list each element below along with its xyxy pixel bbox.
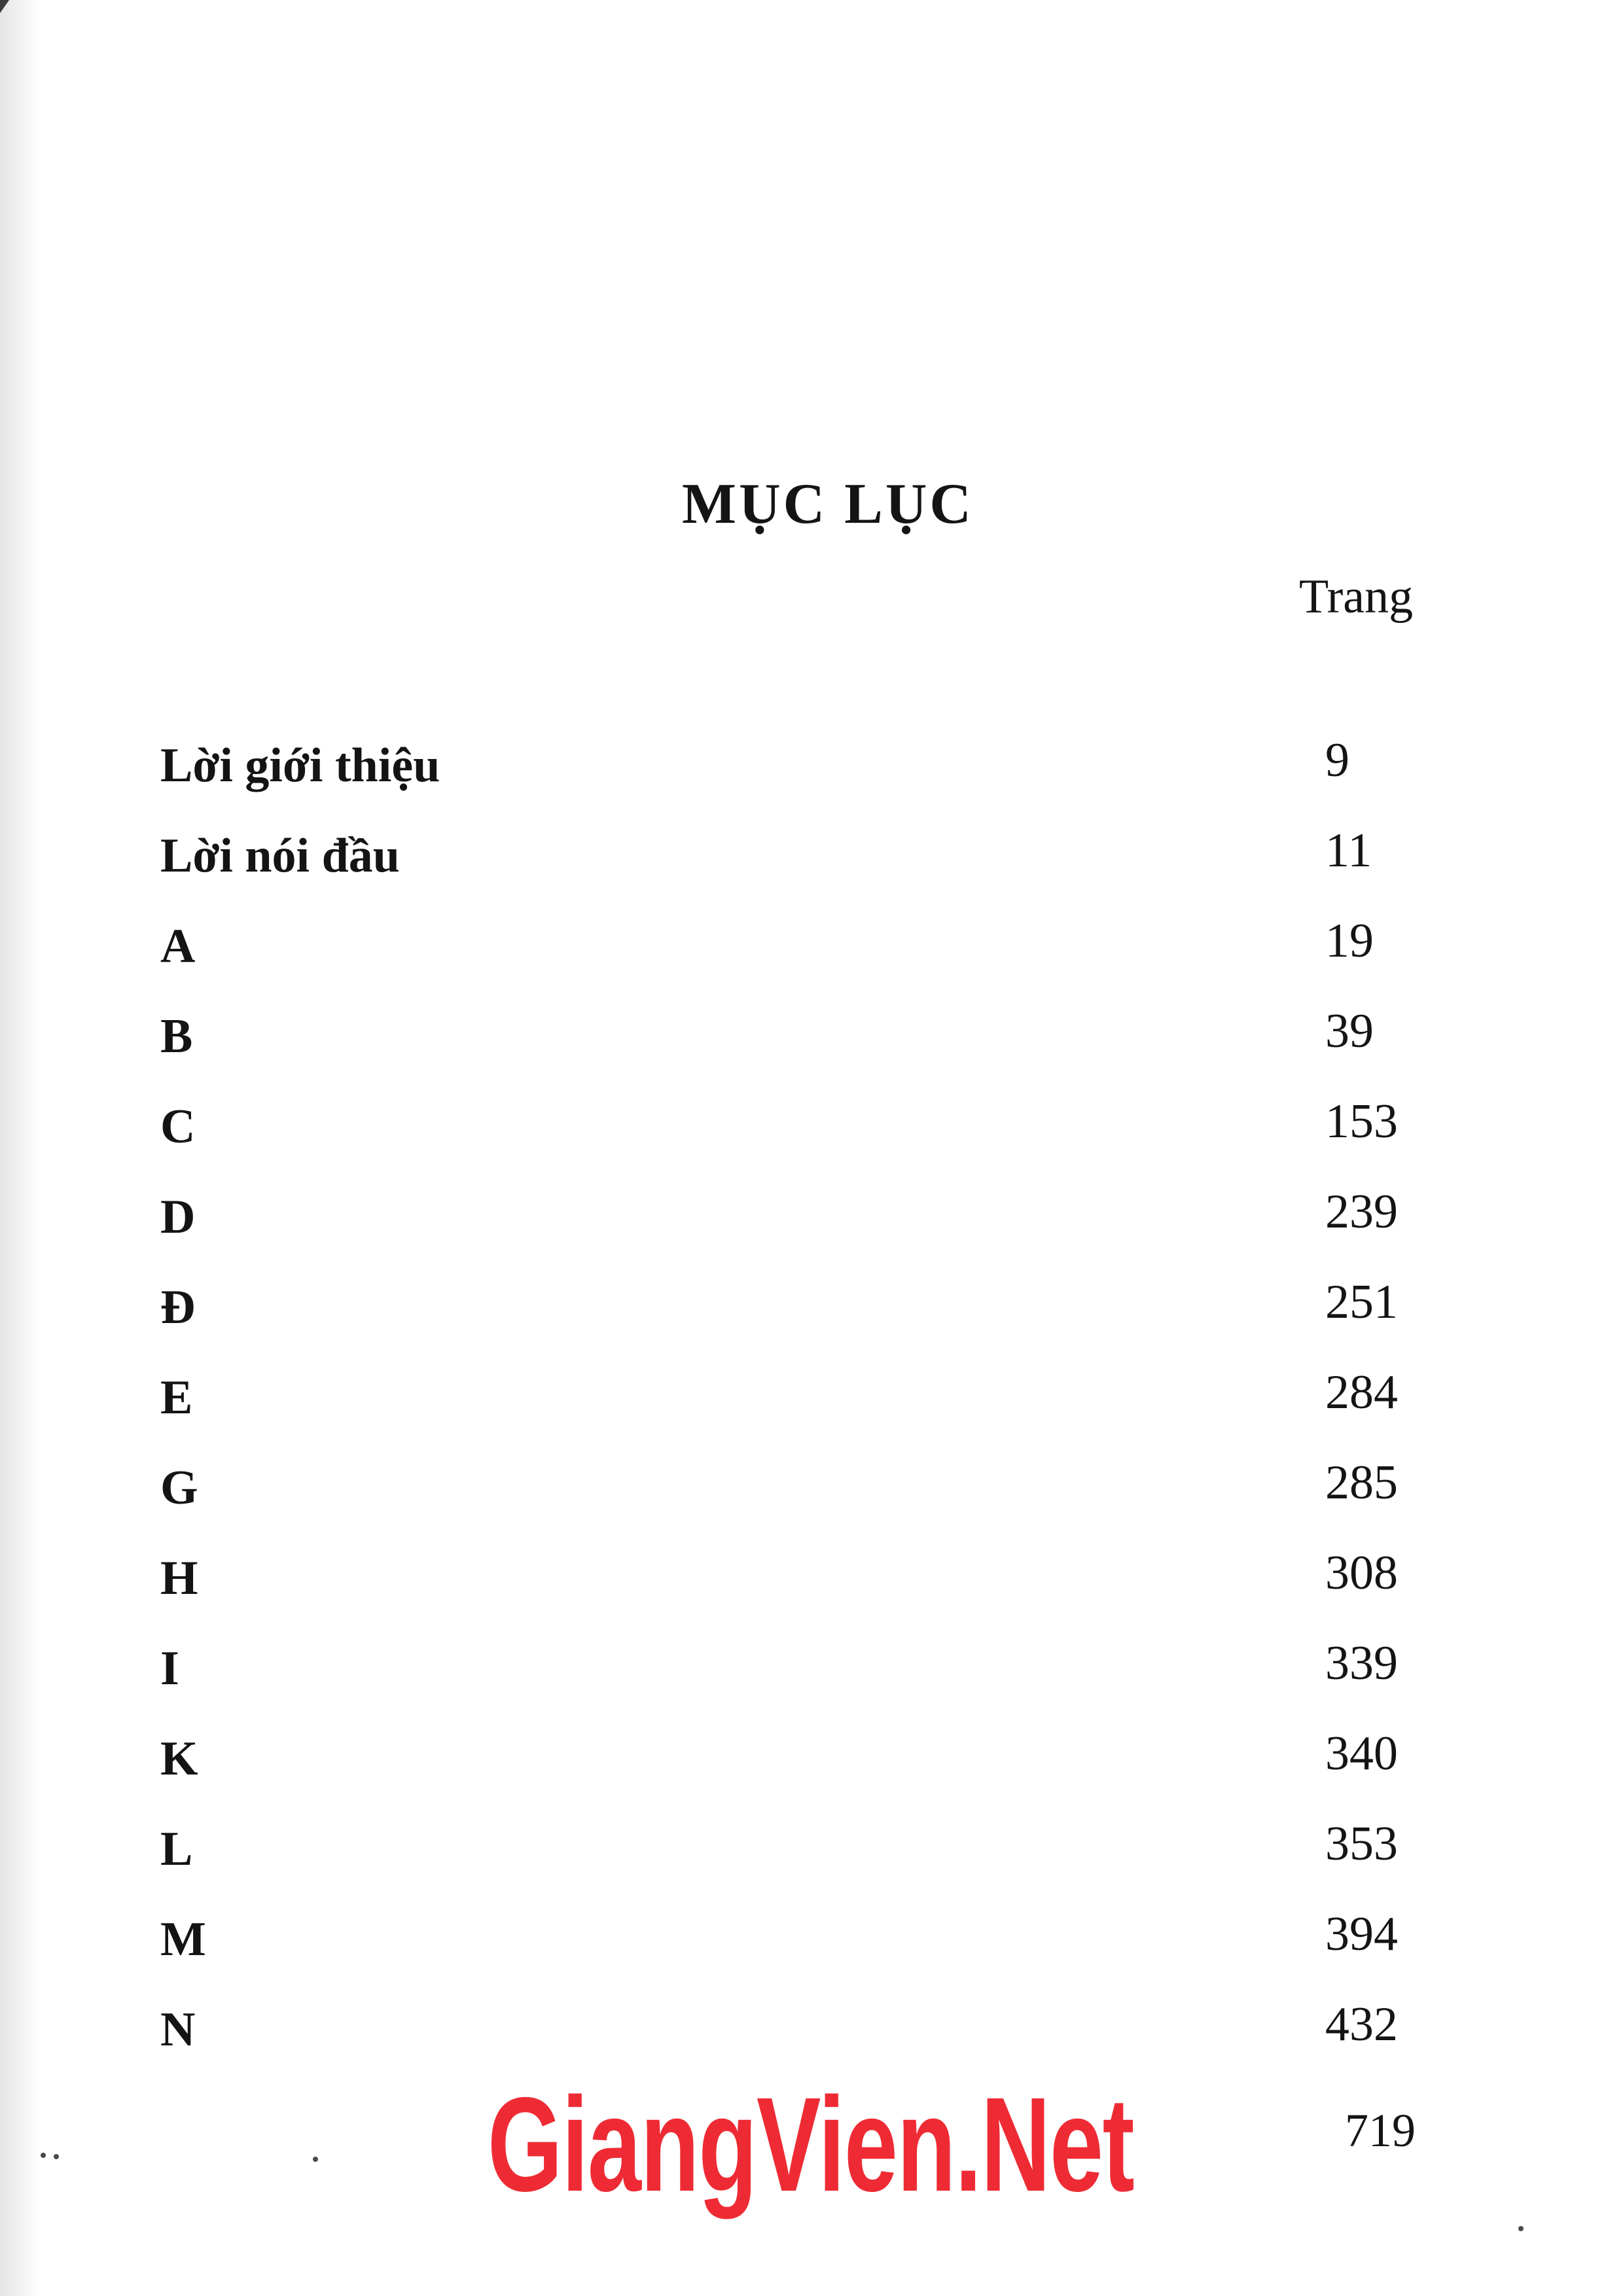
toc-entry [160, 1091, 1423, 1181]
page-column-header: Trang [1299, 570, 1414, 624]
page-title: MỤC LỤC [682, 472, 974, 536]
scan-corner-mark [0, 0, 9, 13]
toc-entry [160, 910, 1423, 1000]
toc-entry-label: Lời giới thiệu [160, 739, 440, 792]
toc-entry-page: 284 [1325, 1366, 1398, 1419]
toc-entry [160, 1723, 1423, 1813]
table-of-contents [160, 730, 1423, 2084]
toc-entry-label: D [160, 1190, 196, 1244]
toc-entry [160, 1633, 1423, 1723]
scan-dust-speck [313, 2157, 318, 2162]
toc-entry [160, 1813, 1423, 1903]
toc-entry-page: 394 [1325, 1907, 1398, 1961]
toc-entry-label: Lời nói đầu [160, 829, 400, 883]
toc-entry-page: 239 [1325, 1185, 1398, 1239]
toc-entry [160, 1181, 1423, 1271]
toc-entry-page: 251 [1325, 1275, 1398, 1329]
toc-entry-label: H [160, 1551, 198, 1605]
toc-entry-page: 9 [1325, 733, 1349, 787]
scan-dust-speck [41, 2153, 46, 2158]
toc-entry-page: 308 [1325, 1546, 1398, 1600]
toc-entry-page: 339 [1325, 1636, 1398, 1690]
toc-entry [160, 730, 1423, 820]
toc-entry-page: 153 [1325, 1095, 1398, 1148]
toc-entry-label: K [160, 1732, 198, 1786]
toc-entry-page: 353 [1325, 1817, 1398, 1871]
toc-entry-label: C [160, 1100, 196, 1154]
toc-entry-page: 340 [1325, 1727, 1398, 1780]
toc-entry-page: 285 [1325, 1456, 1398, 1510]
toc-entry-page: 432 [1325, 1998, 1398, 2051]
toc-entry-label: I [160, 1642, 179, 1695]
page-edge-shadow [0, 0, 39, 2296]
toc-entry-label: L [160, 1822, 193, 1876]
toc-entry-page: 19 [1325, 914, 1374, 968]
toc-entry-label: A [160, 919, 196, 973]
toc-entry [160, 1542, 1423, 1633]
toc-entry-label: G [160, 1461, 198, 1515]
page-number: 719 [1345, 2104, 1416, 2157]
scan-dust-speck [1518, 2226, 1524, 2231]
toc-entry [160, 820, 1423, 910]
toc-entry [160, 1452, 1423, 1542]
toc-entry [160, 1000, 1423, 1091]
toc-entry-page: 39 [1325, 1004, 1374, 1058]
toc-entry-label: Đ [160, 1280, 196, 1334]
toc-entry-label: B [160, 1010, 193, 1063]
toc-entry-page: 11 [1325, 824, 1372, 877]
toc-entry [160, 1271, 1423, 1362]
toc-entry [160, 1903, 1423, 1994]
scan-dust-speck [54, 2154, 59, 2159]
toc-entry [160, 1362, 1423, 1452]
site-watermark: GiangVien.Net [487, 2070, 1134, 2219]
toc-entry-label: N [160, 2003, 196, 2057]
toc-entry-label: E [160, 1371, 193, 1424]
toc-entry-label: M [160, 1913, 206, 1966]
